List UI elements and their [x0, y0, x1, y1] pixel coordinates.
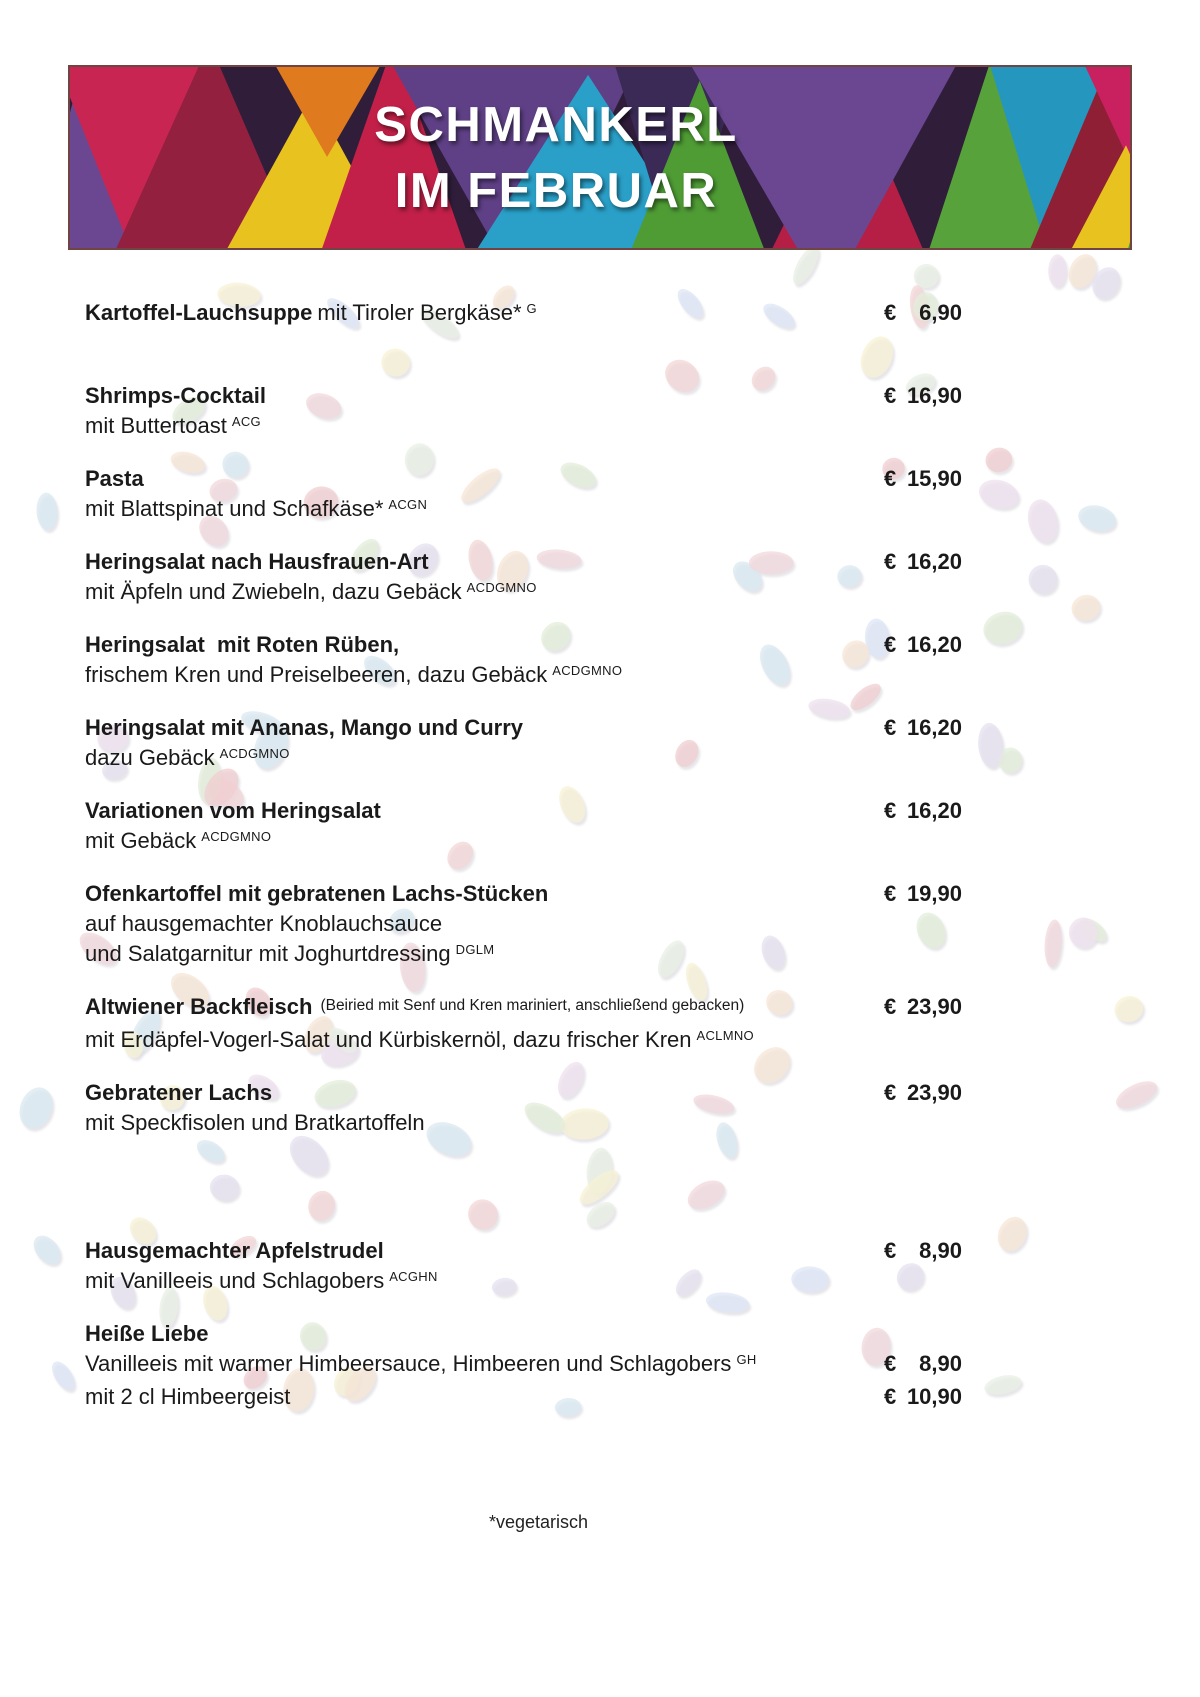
- item-name: Shrimps-Cocktail: [85, 383, 266, 408]
- price-amount: 19,90: [906, 881, 962, 906]
- item-description: dazu Gebäck: [85, 745, 215, 770]
- menu-item: [85, 464, 962, 527]
- allergen-codes: ACGN: [388, 497, 428, 512]
- menu-item: [85, 796, 962, 859]
- allergen-codes: ACDGMNO: [466, 580, 537, 595]
- currency-symbol: €: [884, 1080, 897, 1105]
- price-amount: 16,20: [906, 632, 962, 657]
- allergen-codes: ACLMNO: [696, 1028, 754, 1043]
- currency-symbol: €: [884, 798, 897, 823]
- allergen-codes: ACDGMNO: [201, 829, 272, 844]
- currency-symbol: €: [884, 1238, 897, 1263]
- item-name: Heiße Liebe: [85, 1321, 209, 1346]
- currency-symbol: €: [884, 632, 897, 657]
- item-name: Ofenkartoffel mit gebratenen Lachs-Stücken: [85, 881, 549, 906]
- currency-symbol: €: [884, 1384, 897, 1409]
- currency-symbol: €: [884, 549, 897, 574]
- currency-symbol: €: [884, 994, 897, 1019]
- item-description: und Salatgarnitur mit Joghurtdressing: [85, 941, 451, 966]
- menu-item: [85, 1236, 962, 1299]
- allergen-codes: ACDGMNO: [219, 746, 290, 761]
- price-amount: 16,90: [906, 383, 962, 408]
- item-name: Heringsalat mit Ananas, Mango und Curry: [85, 715, 524, 740]
- item-description: mit Vanilleeis und Schlagobers: [85, 1268, 385, 1293]
- item-price: [884, 1078, 962, 1108]
- menu-item: [85, 630, 962, 693]
- item-price: [884, 992, 962, 1022]
- currency-symbol: €: [884, 466, 897, 491]
- item-name: Heringsalat nach Hausfrauen-Art: [85, 549, 429, 574]
- vegetarian-note: *vegetarisch: [489, 1512, 589, 1532]
- allergen-codes: G: [526, 301, 537, 316]
- page-title-line2: IM FEBRUAR: [394, 163, 718, 218]
- item-description: mit Erdäpfel-Vogerl-Salat und Kürbiskernöl, dazu frischer Kren: [85, 1027, 692, 1052]
- currency-symbol: €: [884, 715, 897, 740]
- item-name: Pasta: [85, 466, 144, 491]
- item-name: Gebratener Lachs: [85, 1080, 273, 1105]
- item-description: mit Blattspinat und Schafkäse*: [85, 496, 384, 521]
- menu-item: [85, 547, 962, 610]
- item-name: Kartoffel-Lauchsuppe: [85, 300, 313, 325]
- price-amount: 10,90: [906, 1384, 962, 1409]
- price-amount: 8,90: [919, 1238, 962, 1263]
- price-amount: 16,20: [906, 549, 962, 574]
- item-price: [884, 796, 962, 826]
- item-price: [884, 464, 962, 494]
- price-amount: 23,90: [906, 1080, 962, 1105]
- item-description: mit Speckfisolen und Bratkartoffeln: [85, 1110, 425, 1135]
- item-description: frischem Kren und Preiselbeeren, dazu Gebäck: [85, 662, 548, 687]
- currency-symbol: €: [884, 383, 897, 408]
- item-description: mit Äpfeln und Zwiebeln, dazu Gebäck: [85, 579, 462, 604]
- menu-item: [85, 879, 962, 972]
- item-price: [884, 630, 962, 660]
- item-name: Heringsalat mit Roten Rüben,: [85, 632, 400, 657]
- page-title-line1: SCHMANKERL: [374, 97, 738, 152]
- page-title: [70, 67, 1130, 248]
- currency-symbol: €: [884, 1351, 897, 1376]
- menu-item: [85, 1319, 962, 1412]
- item-name-note: (Beiried mit Senf und Kren mariniert, anschließend gebacken): [320, 997, 745, 1014]
- item-price: [884, 1349, 962, 1379]
- header-banner: [68, 65, 1132, 250]
- item-description: Vanilleeis mit warmer Himbeersauce, Himbeeren und Schlagobers: [85, 1351, 732, 1376]
- price-amount: 16,20: [906, 715, 962, 740]
- menu-item: [85, 1078, 962, 1138]
- menu-item: [85, 298, 962, 331]
- allergen-codes: ACG: [231, 414, 261, 429]
- currency-symbol: €: [884, 300, 897, 325]
- menu-item: [85, 713, 962, 776]
- item-name: Altwiener Backfleisch: [85, 994, 313, 1019]
- item-price: [884, 879, 962, 909]
- item-price: [884, 547, 962, 577]
- allergen-codes: ACDGMNO: [552, 663, 623, 678]
- item-name: Variationen vom Heringsalat: [85, 798, 381, 823]
- item-name-detail: mit Tiroler Bergkäse*: [317, 300, 522, 325]
- item-description: auf hausgemachter Knoblauchsauce: [85, 911, 443, 936]
- allergen-codes: GH: [736, 1352, 757, 1367]
- price-amount: 15,90: [906, 466, 962, 491]
- item-description: mit Buttertoast: [85, 413, 227, 438]
- item-price: [884, 713, 962, 743]
- item-price: [884, 1236, 962, 1266]
- item-price: [884, 1382, 962, 1412]
- menu-item: [85, 381, 962, 444]
- currency-symbol: €: [884, 881, 897, 906]
- allergen-codes: ACGHN: [389, 1269, 438, 1284]
- item-description: mit Gebäck: [85, 828, 197, 853]
- price-amount: 8,90: [919, 1351, 962, 1376]
- item-description: mit 2 cl Himbeergeist: [85, 1384, 291, 1409]
- menu-item: [85, 992, 962, 1058]
- price-amount: 23,90: [906, 994, 962, 1019]
- price-amount: 6,90: [919, 300, 962, 325]
- item-price: [884, 298, 962, 328]
- price-amount: 16,20: [906, 798, 962, 823]
- allergen-codes: DGLM: [455, 942, 495, 957]
- item-price: [884, 381, 962, 411]
- item-name: Hausgemachter Apfelstrudel: [85, 1238, 384, 1263]
